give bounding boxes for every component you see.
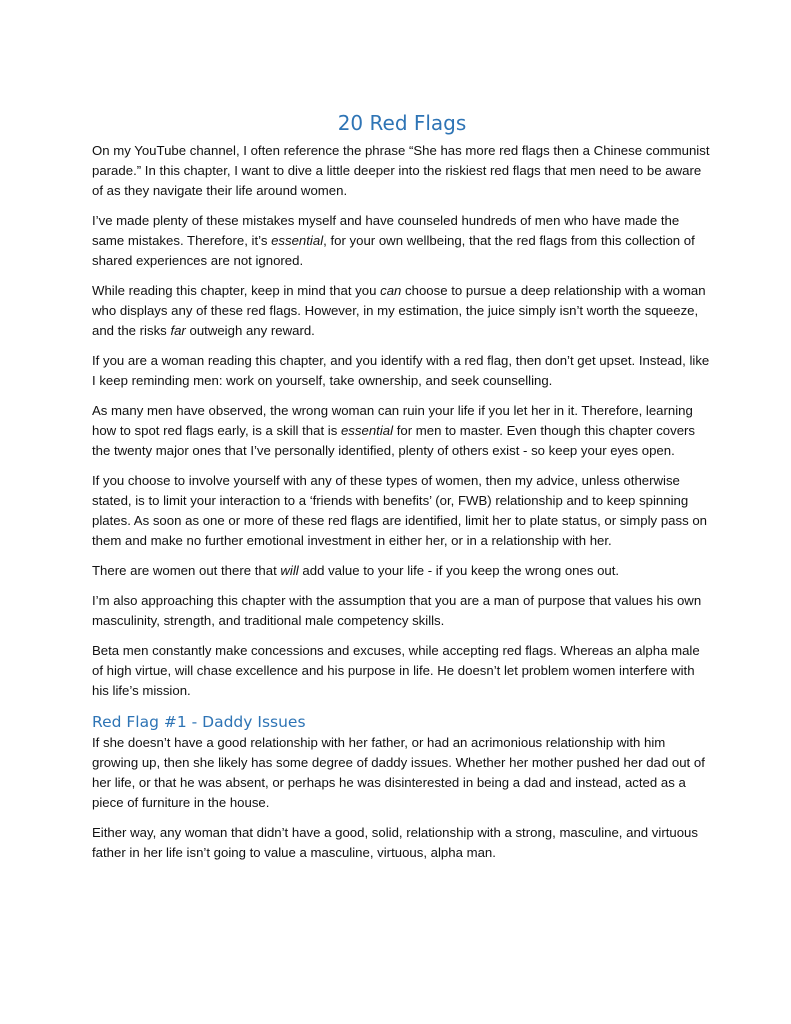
- paragraph-woman-reader: If you are a woman reading this chapter, and you identify with a red flag, then don’t get upset. Instead, like I keep reminding men: work on yourself, take ownership, and seek counselling.: [92, 353, 710, 388]
- paragraph-intro: On my YouTube channel, I often reference the phrase “She has more red flags then a Chinese communist parade.” In this chapter, I want to dive a little deeper into the riskiest red flags that men need to be aware of as they navigate their life around women.: [92, 143, 710, 198]
- section-heading: Red Flag #1 - Daddy Issues: [92, 713, 306, 731]
- text-run: outweigh any reward.: [185, 323, 315, 338]
- text-run: I’ve made plenty of these mistakes myself and have counseled hundreds of men who have made the same mistakes. Therefore, it’s: [92, 213, 680, 248]
- paragraph-add-value: [92, 561, 712, 581]
- page-content: [92, 109, 712, 873]
- paragraph-assumption: I’m also approaching this chapter with the assumption that you are a man of purpose that values his own masculinity, strength, and traditional male competency skills.: [92, 593, 702, 628]
- emphasis-essential: essential: [340, 423, 394, 438]
- paragraph-wrong-woman: [92, 401, 712, 461]
- paragraph-reading: [92, 281, 712, 341]
- emphasis-will: will: [280, 563, 299, 578]
- paragraph-daddy-issues: If she doesn’t have a good relationship with her father, or had an acrimonious relationship with him growing up, then she likely has some degree of daddy issues. Whether her mother pushed her dad out of her life, or that he was absent, or perhaps he was disinterested in being a dad and instead, acted as a piece of furniture in the house.: [92, 735, 705, 810]
- text-run: choose to pursue a deep relationship with a woman who displays any of these red flags. However, in my estimation, the juice simply isn’t worth the squeeze, and the risks: [92, 283, 706, 338]
- text-run: for men to master. Even though this chapter covers the twenty major ones that I’ve personally identified, plenty of others exist - so keep your eyes open.: [92, 423, 696, 458]
- text-run: As many men have observed, the wrong woman can ruin your life if you let her in it. Therefore, learning how to spot red flags early, is a skill that is: [92, 403, 693, 438]
- text-run: There are women out there that: [92, 563, 281, 578]
- paragraph-mistakes: [92, 211, 712, 271]
- paragraph-beta-men: Beta men constantly make concessions and excuses, while accepting red flags. Whereas an alpha male of high virtue, will chase excellence and his purpose in life. He doesn’t let problem women interfere with his life’s mission.: [92, 643, 700, 698]
- emphasis-far: far: [170, 323, 186, 338]
- emphasis-essential: essential: [271, 233, 324, 248]
- text-run: , for your own wellbeing, that the red flags from this collection of shared experiences are not ignored.: [92, 233, 695, 268]
- text-run: While reading this chapter, keep in mind that you: [92, 283, 381, 298]
- emphasis-can: can: [380, 283, 402, 298]
- paragraph-either-way: Either way, any woman that didn’t have a good, solid, relationship with a strong, masculine, and virtuous father in her life isn’t going to value a masculine, virtuous, alpha man.: [92, 825, 698, 860]
- paragraph-advice: If you choose to involve yourself with any of these types of women, then my advice, unless otherwise stated, is to limit your interaction to a ‘friends with benefits’ (or, FWB) relationship and to keep spinning plates. As soon as one or more of these red flags are identified, limit her to plate status, or simply pass on them and make no further emotional investment in either her, or in a relationship with her.: [92, 473, 708, 548]
- chapter-title: 20 Red Flags: [337, 111, 467, 135]
- text-run: add value to your life - if you keep the wrong ones out.: [298, 563, 620, 578]
